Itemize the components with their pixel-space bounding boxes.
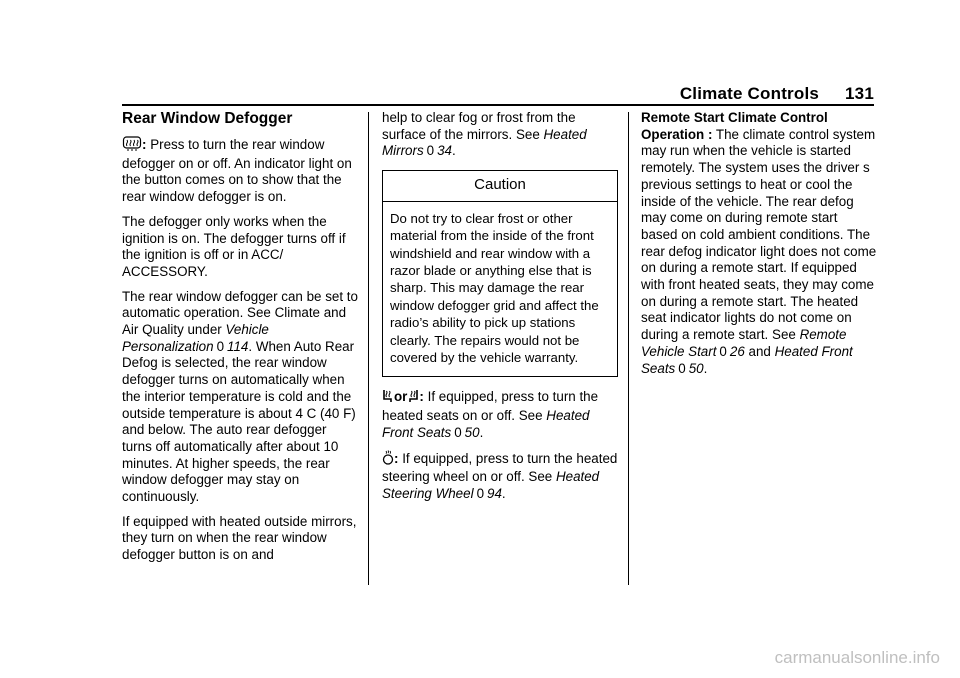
link-remote-vehicle-start[interactable]: Remote Vehicle Start (641, 327, 847, 359)
mirror-continued-paragraph: help to clear fog or frost from the surface of the mirrors. See Heated Mirrors 0 34. (382, 110, 587, 159)
page-ref[interactable]: 34 (437, 143, 453, 159)
defog-paragraph (122, 136, 358, 206)
section-heading: Rear Window Defogger (122, 110, 293, 127)
link-heated-mirrors[interactable]: Heated Mirrors (382, 126, 587, 159)
column-1 (122, 110, 358, 572)
colon: : (142, 137, 147, 152)
page-number: 131 (845, 84, 874, 103)
auto-defog-paragraph: The rear window defogger can be set to automatic operation. See Climate and Air Quality under Vehicle Personalization 0 114. When Auto Rear Defog is selected, the rear window defogger turns on automatically when the interior temperature is cold and the outside temperature is about 4 C (40 F) and below. The auto rear defogger turns off automatically after about 10 minutes. At higher speeds, the rear window defogger may stay on continuously. (122, 288, 358, 505)
ref-arrow: 0 (719, 343, 727, 359)
mirror-paragraph: If equipped with heated outside mirrors, they turn on when the rear window defogger button is on and (122, 513, 357, 563)
ref-arrow: 0 (216, 338, 225, 354)
heated-seat-icon (382, 389, 394, 408)
ref-arrow: 0 (454, 424, 462, 440)
colon: : (419, 389, 424, 405)
column-3 (641, 110, 877, 385)
caution-title: Caution (383, 171, 617, 202)
link-heated-steering-wheel[interactable]: Heated Steering Wheel (382, 469, 600, 501)
link-heated-front-seats[interactable]: Heated Front Seats (382, 408, 590, 440)
text: If equipped, press to turn the heated steering wheel on or off. See (382, 450, 618, 485)
link-vehicle-personalization[interactable]: Vehicle Personalization (122, 322, 269, 354)
text: help to clear fog or frost from the surface of the mirrors. See (382, 110, 576, 142)
page-ref[interactable]: 26 (729, 343, 745, 359)
ignition-paragraph: The defogger only works when the ignition is on. The defogger turns off if the ignition is off or in ACC/ ACCESSORY. (122, 213, 346, 279)
heated-wheel-paragraph: : If equipped, press to turn the heated steering wheel on or off. See Heated Steering Wheel 0 94. (382, 450, 618, 501)
auto-defog-text: When Auto Rear Defog is selected, the rear window defogger turns on automatically when the interior temperature is cold and the outside temperature is about 4 C (40 F) and below. The auto rear defogger turns off automatically after about 10 minutes. At higher speeds, the rear window defogger may stay on continuously. (122, 338, 356, 505)
page-ref[interactable]: 94 (487, 485, 502, 501)
section-title: Climate Controls (679, 84, 820, 103)
rear-defog-icon (122, 136, 142, 156)
text: See (772, 327, 800, 343)
link-heated-front-seats[interactable]: Heated Front Seats (641, 343, 853, 376)
text: Climate and Air Quality under (122, 305, 347, 338)
ref-arrow: 0 (678, 360, 686, 376)
and-text: and (748, 343, 771, 359)
column-divider-1 (368, 112, 369, 585)
heated-seatback-icon (407, 389, 419, 408)
column-divider-2 (628, 112, 629, 585)
defog-text: Press to turn the rear window defogger on or off. An indicator light on the button comes on to show that the rear window defogger is on. (122, 137, 352, 205)
caution-box (382, 170, 618, 377)
page-ref[interactable]: 114 (227, 338, 249, 354)
remote-start-text: The climate control system may run when the vehicle is started remotely. The system uses the driver s previous settings to heat or cool the inside of the vehicle. The rear defog may come on during remote start based on cold ambient conditions. The rear defog indicator light does not come on during a remote start. If equipped with front heated seats, they may come on during a remote start. The heated seat indicator lights do not come on during a remote start. (641, 126, 877, 343)
text: The rear window defogger can be set to automatic operation. See (122, 288, 358, 321)
ref-arrow: 0 (426, 143, 435, 159)
remote-start-paragraph: Remote Start Climate Control Operation : The climate control system may run when the vehicle is started remotely. The system uses the driver s previous settings to heat or cool the inside of the vehicle. The rear defog may come on during remote start based on cold ambient conditions. The rear defog indicator light does not come on during a remote start. If equipped with front heated seats, they may come on during a remote start. The heated seat indicator lights do not come on during a remote start. See Remote Vehicle Start 0 26 and Heated Front Seats 0 50. (641, 110, 877, 376)
text: If equipped, press to turn the heated seats on or off. See (382, 389, 599, 424)
or-text: or (394, 389, 408, 405)
remote-start-title: Remote Start Climate Control Operation : (641, 110, 828, 142)
colon: : (394, 450, 399, 466)
watermark: carmanualsonline.info (774, 648, 940, 667)
ref-arrow: 0 (476, 485, 485, 501)
page-header (680, 84, 874, 104)
page-ref[interactable]: 50 (688, 360, 704, 376)
caution-text: Do not try to clear frost or other material from the inside of the front windshield and rear window with a razor blade or anything else that is sharp. This may damage the rear window defogger grid and affect the radio’s ability to pick up stations clearly. The repairs would not be covered by the vehicle warranty. (390, 210, 599, 366)
heated-seat-paragraph: or : If equipped, press to turn the heated seats on or off. See Heated Front Seats 0 50. (382, 389, 599, 440)
header-rule (122, 104, 874, 106)
heated-steering-wheel-icon (382, 450, 394, 470)
column-2 (382, 110, 618, 511)
page-ref[interactable]: 50 (464, 424, 480, 440)
